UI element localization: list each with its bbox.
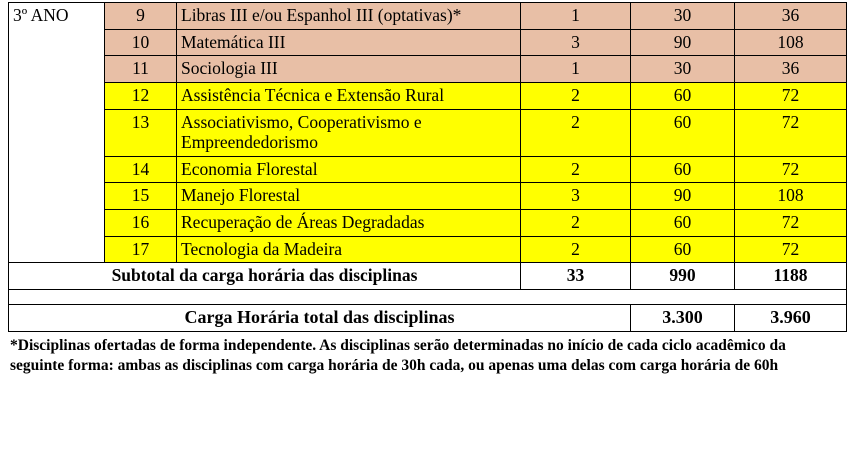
subtotal-row [9,263,847,290]
row-number: 14 [105,156,177,183]
credits-value: 1 [521,56,631,83]
discipline-name: Tecnologia da Madeira [177,236,521,263]
total-label: Carga Horária total das disciplinas [9,305,631,332]
row-number: 17 [105,236,177,263]
credits-value: 3 [521,183,631,210]
table-row [9,56,847,83]
hours-value: 60 [631,236,735,263]
discipline-name: Libras III e/ou Espanhol III (optativas)* [177,3,521,30]
hours-value: 90 [631,29,735,56]
credits-value: 2 [521,156,631,183]
row-number: 10 [105,29,177,56]
credits-value: 3 [521,29,631,56]
document-page [0,2,856,462]
hours-value: 60 [631,82,735,109]
ch-value: 36 [735,56,847,83]
ch-value: 108 [735,183,847,210]
credits-value: 2 [521,109,631,156]
table-row [9,183,847,210]
row-number: 16 [105,210,177,237]
credits-value: 2 [521,210,631,237]
discipline-name: Manejo Florestal [177,183,521,210]
discipline-name: Associativismo, Cooperativismo e Empreendedorismo [177,109,521,156]
discipline-name: Recuperação de Áreas Degradadas [177,210,521,237]
row-number: 9 [105,3,177,30]
discipline-name: Sociologia III [177,56,521,83]
discipline-name: Economia Florestal [177,156,521,183]
credits-value: 2 [521,82,631,109]
row-number: 12 [105,82,177,109]
spacer-row [9,290,847,305]
discipline-name: Matemática III [177,29,521,56]
credits-value: 1 [521,3,631,30]
hours-value: 60 [631,210,735,237]
ch-value: 36 [735,3,847,30]
table-row [9,29,847,56]
table-row [9,82,847,109]
ch-value: 72 [735,210,847,237]
hours-value: 60 [631,109,735,156]
table-row [9,236,847,263]
ch-value: 72 [735,82,847,109]
subtotal-hours: 990 [631,263,735,290]
footnote-text: *Disciplinas ofertadas de forma independente. As disciplinas serão determinadas no início de cada ciclo acadêmico da seguinte forma: ambas as disciplinas com carga horária de 30h cada, ou apenas uma delas com carga horária de 60h [10,337,786,375]
hours-value: 30 [631,56,735,83]
total-ch: 3.960 [735,305,847,332]
total-row [9,305,847,332]
hours-value: 90 [631,183,735,210]
discipline-name: Assistência Técnica e Extensão Rural [177,82,521,109]
hours-value: 30 [631,3,735,30]
table-row [9,156,847,183]
table-row [9,210,847,237]
hours-value: 60 [631,156,735,183]
subtotal-credits: 33 [521,263,631,290]
subtotal-ch: 1188 [735,263,847,290]
curriculum-table [8,2,847,332]
table-row [9,109,847,156]
ch-value: 72 [735,156,847,183]
spacer-cell [9,290,847,305]
table-row [9,3,847,30]
ch-value: 72 [735,236,847,263]
row-number: 15 [105,183,177,210]
credits-value: 2 [521,236,631,263]
ch-value: 108 [735,29,847,56]
row-number: 11 [105,56,177,83]
year-label-cell: 3º ANO [9,3,105,263]
subtotal-label: Subtotal da carga horária das disciplinas [9,263,521,290]
total-hours: 3.300 [631,305,735,332]
ch-value: 72 [735,109,847,156]
row-number: 13 [105,109,177,156]
